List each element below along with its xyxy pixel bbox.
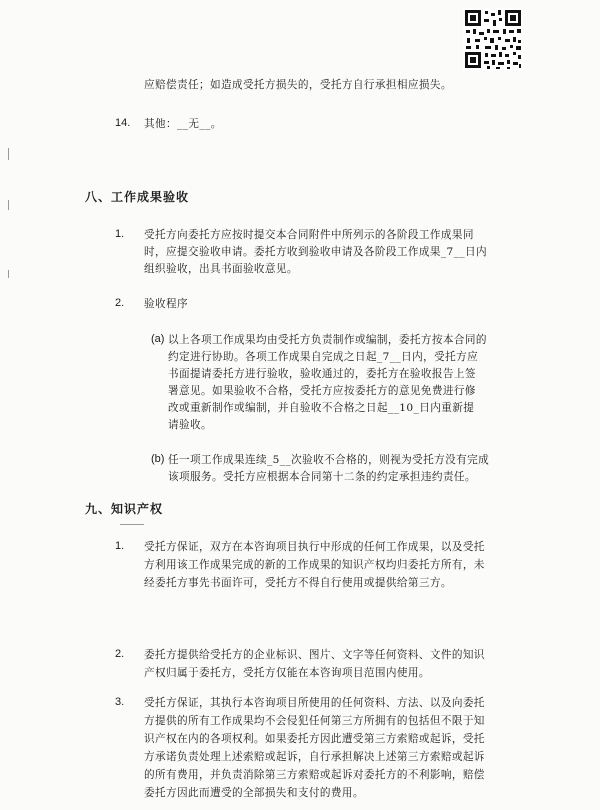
paragraph-line: 以上各项工作成果均由受托方负责制作或编制，委托方按本合同的 bbox=[168, 334, 487, 346]
paragraph-line: 委托方提供给受托方的企业标识、图片、文字等任何资料、文件的知识 bbox=[144, 649, 485, 661]
scan-mark bbox=[8, 200, 9, 210]
paragraph-line: 组织验收，出具书面验收意见。 bbox=[144, 263, 298, 275]
item-number: 3. bbox=[115, 696, 125, 708]
paragraph-line: 该项服务。受托方应根据本合同第十二条的约定承担违约责任。 bbox=[168, 471, 476, 483]
paragraph-line: 产权归属于委托方，受托方仅能在本咨询项目范围内使用。 bbox=[144, 667, 430, 679]
paragraph-line: 方提供的所有工作成果均不会侵犯任何第三方所拥有的包括但不限于知 bbox=[144, 715, 485, 727]
paragraph-line: 应赔偿责任；如造成受托方损失的，受托方自行承担相应损失。 bbox=[144, 79, 452, 91]
scan-mark bbox=[120, 524, 144, 525]
paragraph-line: 受托方向委托方应按时提交本合同附件中所列示的各阶段工作成果同 bbox=[144, 229, 474, 241]
paragraph-line: 验收程序 bbox=[144, 298, 188, 310]
item-number: 1. bbox=[115, 228, 125, 240]
paragraph-line: 受托方保证，其执行本咨询项目所使用的任何资料、方法、以及向委托 bbox=[144, 697, 485, 709]
paragraph-line: 方承诺负责处理上述索赔或起诉，自行承担解决上述第三方索赔或起诉 bbox=[144, 751, 485, 763]
paragraph-line: 书面提请委托方进行验收，验收通过的，委托方在验收报告上签 bbox=[168, 368, 476, 380]
sub-item-label: (b) bbox=[151, 453, 165, 465]
paragraph-line: 受托方保证，双方在本咨询项目执行中形成的任何工作成果，以及受托 bbox=[144, 541, 485, 553]
section-heading: 九、知识产权 bbox=[85, 502, 164, 516]
paragraph-line: 委托方因此而遭受的全部损失和支付的费用。 bbox=[144, 787, 364, 799]
paragraph-line: 识产权在内的各项权利。如果委托方因此遭受第三方索赔或起诉，受托 bbox=[144, 733, 485, 745]
scan-mark bbox=[8, 148, 9, 160]
paragraph-line: 改或重新制作或编制，并自验收不合格之日起__10_日内重新提 bbox=[168, 402, 475, 414]
item-number: 2. bbox=[115, 297, 125, 309]
paragraph-line: 方利用该工作成果完成的新的工作成果的知识产权均归委托方所有，未 bbox=[144, 559, 485, 571]
scan-mark bbox=[8, 270, 9, 278]
item-number: 1. bbox=[115, 540, 125, 552]
paragraph-line: 其他：__无__。 bbox=[144, 118, 222, 130]
section-heading: 八、工作成果验收 bbox=[85, 190, 190, 204]
sub-item-label: (a) bbox=[151, 333, 165, 345]
paragraph-line: 经委托方事先书面许可，受托方不得自行使用或提供给第三方。 bbox=[144, 577, 452, 589]
paragraph-line: 约定进行协助。各项工作成果自完成之日起_7__日内，受托方应 bbox=[168, 351, 479, 363]
paragraph-line: 任一项工作成果连续_5__次验收不合格的，则视为受托方没有完成 bbox=[168, 454, 490, 466]
paragraph-line: 请验收。 bbox=[168, 419, 212, 431]
qr-code-icon bbox=[463, 8, 523, 70]
paragraph-line: 署意见。如果验收不合格，受托方应按委托方的意见免费进行修 bbox=[168, 385, 476, 397]
item-number: 2. bbox=[115, 648, 125, 660]
item-number: 14. bbox=[115, 117, 131, 129]
paragraph-line: 的所有费用，并负责消除第三方索赔或起诉对委托方的不利影响，赔偿 bbox=[144, 769, 485, 781]
paragraph-line: 时，应提交验收申请。委托方收到验收申请及各阶段工作成果_7__日内 bbox=[144, 246, 488, 258]
